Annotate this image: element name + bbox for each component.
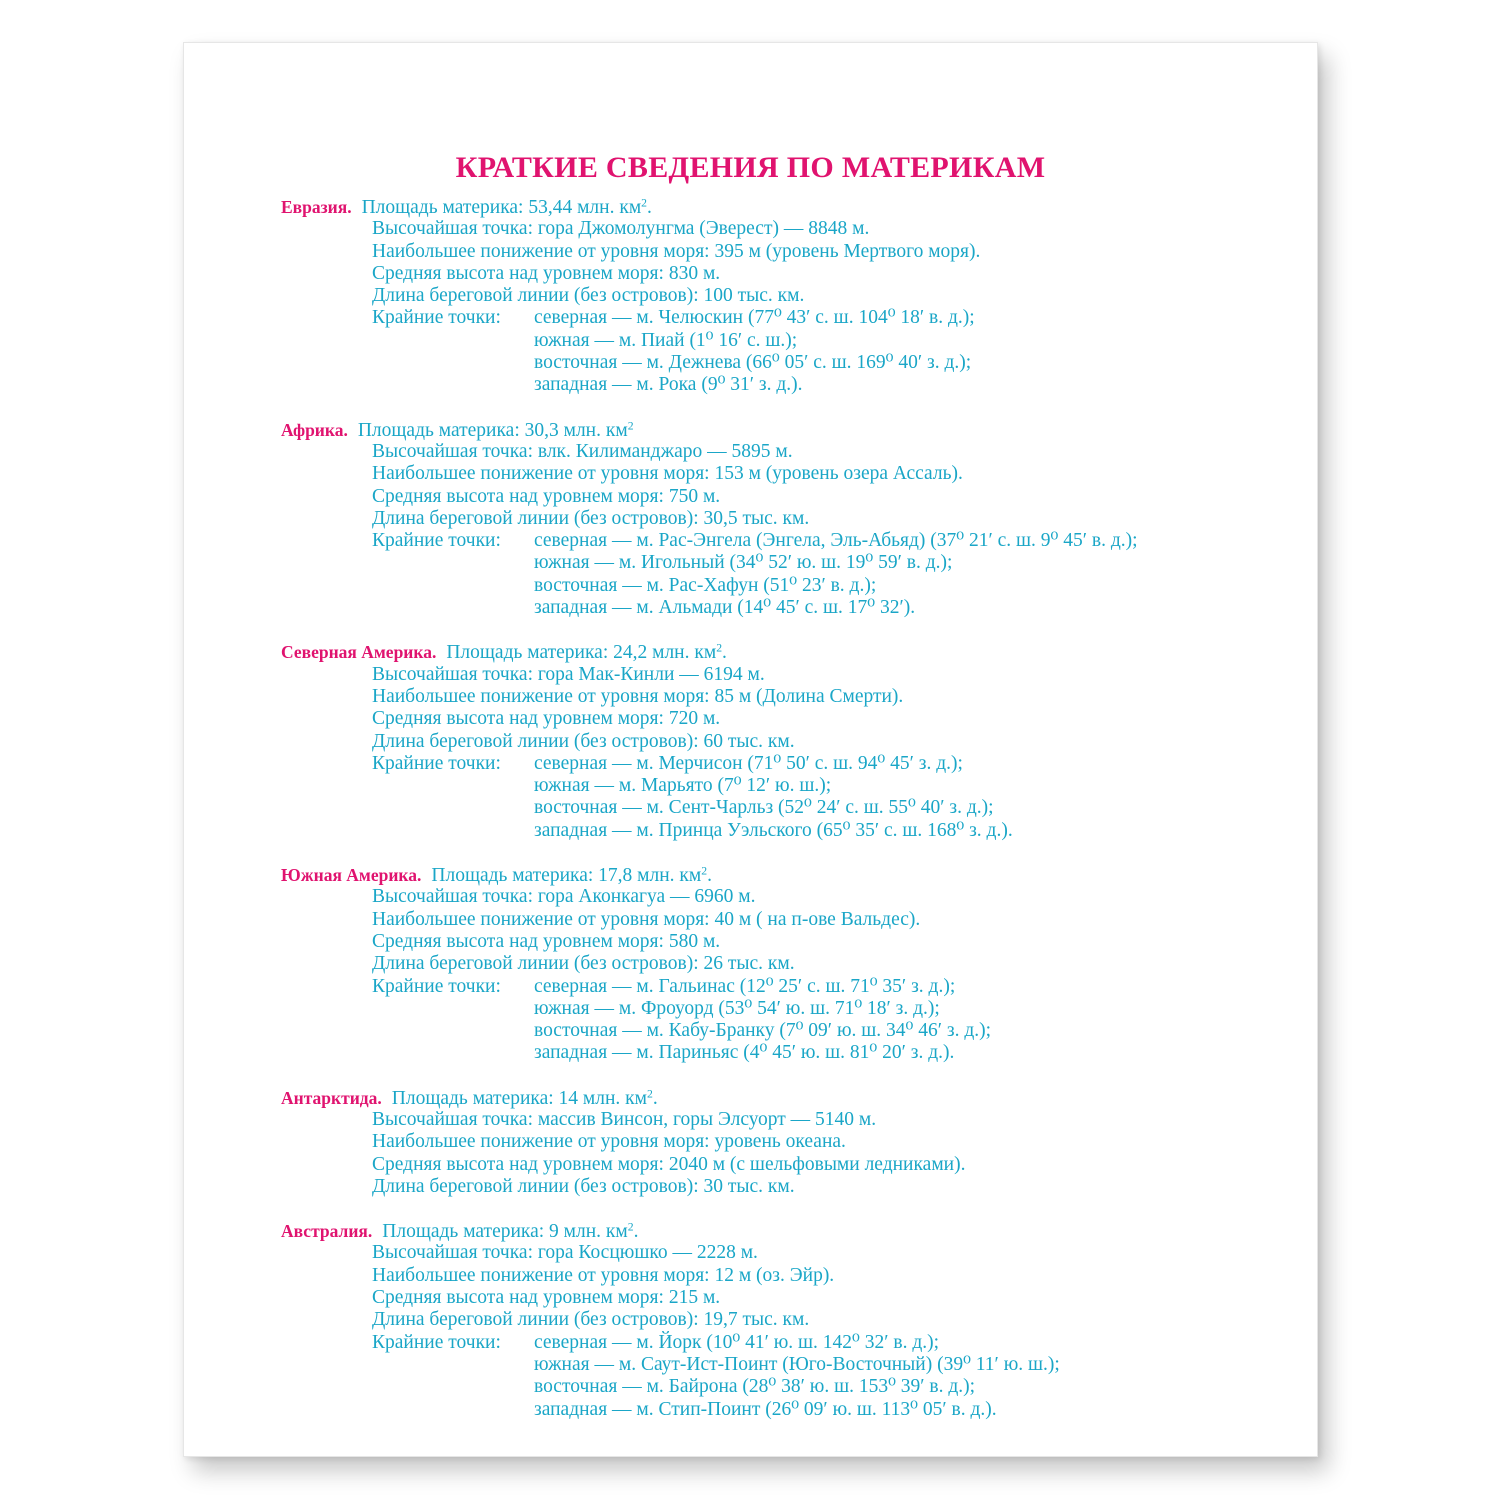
extreme-point-text: северная — м. Гальинас (12⁰ 25′ с. ш. 71⁰ 35′ з. д.); <box>534 975 956 997</box>
fact-line: Длина береговой линии (без островов): 30,5 тыс. км. <box>372 507 810 529</box>
fact-line: Длина береговой линии (без островов): 19,7 тыс. км. <box>372 1309 810 1331</box>
fact-line: Длина береговой линии (без островов): 100 тыс. км. <box>372 285 805 307</box>
continents-list <box>281 196 1291 1443</box>
fact-line: Наибольшее понижение от уровня моря: 395 м (уровень Мертвого моря). <box>372 240 981 262</box>
extreme-point-line: южная — м. Пиай (1⁰ 16′ с. ш.); <box>534 329 798 351</box>
fact-line: Высочайшая точка: гора Мак-Кинли — 6194 м. <box>372 663 765 685</box>
continent-header <box>281 1087 1291 1109</box>
area-text: Площадь материка: 24,2 млн. км <box>446 642 717 664</box>
extreme-point-text: северная — м. Рас-Энгела (Энгела, Эль-Абьяд) (37⁰ 21′ с. ш. 9⁰ 45′ в. д.); <box>534 530 1138 552</box>
continent-name: Африка. <box>281 419 348 440</box>
extreme-point-line: восточная — м. Кабу-Бранку (7⁰ 09′ ю. ш. 34⁰ 46′ з. д.); <box>534 1020 992 1042</box>
continent-header <box>281 864 1291 886</box>
area-superscript: 2 <box>646 1087 653 1101</box>
area-superscript: 2 <box>716 641 723 655</box>
extreme-point-line: южная — м. Игольный (34⁰ 52′ ю. ш. 19⁰ 59′ в. д.); <box>534 552 953 574</box>
area-text: Площадь материка: 17,8 млн. км <box>431 865 702 887</box>
extreme-point-line: западная — м. Рока (9⁰ 31′ з. д.). <box>534 374 803 396</box>
fact-line: Наибольшее понижение от уровня моря: 153 м (уровень озера Ассаль). <box>372 463 963 485</box>
area-text: Площадь материка: 30,3 млн. км <box>357 419 628 441</box>
extreme-point-line: западная — м. Альмади (14⁰ 45′ с. ш. 17⁰ 32′). <box>534 597 916 619</box>
continent-name: Антарктида. <box>281 1087 382 1108</box>
fact-line: Наибольшее понижение от уровня моря: 40 м ( на п-ове Вальдес). <box>372 908 921 930</box>
extreme-point-line: восточная — м. Рас-Хафун (51⁰ 23′ в. д.); <box>534 574 877 596</box>
extremes-label: Крайние точки: <box>372 307 501 329</box>
fact-line: Наибольшее понижение от уровня моря: 12 м (оз. Эйр). <box>372 1264 835 1286</box>
extremes-label: Крайние точки: <box>372 975 501 997</box>
area-text: Площадь материка: 14 млн. км <box>391 1087 647 1109</box>
fact-line: Наибольшее понижение от уровня моря: уровень океана. <box>372 1131 846 1153</box>
extreme-point-line: восточная — м. Байрона (28⁰ 38′ ю. ш. 153⁰ 39′ в. д.); <box>534 1376 976 1398</box>
continent-section <box>281 419 1291 620</box>
fact-line: Наибольшее понижение от уровня моря: 85 м (Долина Смерти). <box>372 685 904 707</box>
fact-line: Высочайшая точка: гора Косцюшко — 2228 м. <box>372 1242 758 1264</box>
extremes-label: Крайние точки: <box>372 530 501 552</box>
extremes-label: Крайние точки: <box>372 752 501 774</box>
extreme-point-line: западная — м. Стип-Поинт (26⁰ 09′ ю. ш. 113⁰ 05′ в. д.). <box>534 1398 997 1420</box>
continent-section <box>281 1087 1291 1198</box>
fact-line: Средняя высота над уровнем моря: 2040 м (с шельфовыми ледниками). <box>372 1153 966 1175</box>
area-end: . <box>707 865 712 887</box>
area-end: . <box>722 642 727 664</box>
continent-name: Евразия. <box>281 197 352 217</box>
extreme-point-line <box>281 976 1291 998</box>
area-superscript: 2 <box>627 419 634 433</box>
fact-line: Средняя высота над уровнем моря: 215 м. <box>372 1287 721 1309</box>
extreme-point-line: южная — м. Саут-Ист-Поинт (Юго-Восточный) (39⁰ 11′ ю. ш.); <box>534 1353 1060 1375</box>
extreme-point-line: западная — м. Принца Уэльского (65⁰ 35′ с. ш. 168⁰ з. д.). <box>534 819 1013 841</box>
fact-line: Средняя высота над уровнем моря: 750 м. <box>372 485 721 507</box>
area-text: Площадь материка: 9 млн. км <box>382 1221 628 1243</box>
area-end: . <box>652 1087 658 1109</box>
fact-line: Длина береговой линии (без островов): 26 тыс. км. <box>372 953 795 975</box>
extreme-point-line <box>281 1332 1291 1354</box>
continent-header <box>281 196 1291 218</box>
extreme-point-text: северная — м. Йорк (10⁰ 41′ ю. ш. 142⁰ 32′ в. д.); <box>534 1331 940 1353</box>
extreme-point-line: восточная — м. Сент-Чарльз (52⁰ 24′ с. ш. 55⁰ 40′ з. д.); <box>534 797 994 819</box>
extreme-point-line <box>281 307 1291 329</box>
extreme-point-line <box>281 530 1291 552</box>
fact-line: Средняя высота над уровнем моря: 580 м. <box>372 930 721 952</box>
extreme-point-text: северная — м. Челюскин (77⁰ 43′ с. ш. 104⁰ 18′ в. д.); <box>534 307 975 329</box>
fact-line: Высочайшая точка: массив Винсон, горы Элсуорт — 5140 м. <box>372 1108 877 1130</box>
continent-header <box>281 641 1291 663</box>
continent-section <box>281 1220 1291 1421</box>
extremes-label: Крайние точки: <box>372 1331 501 1353</box>
extreme-point-line <box>281 753 1291 775</box>
document-page <box>183 42 1318 1457</box>
continent-name: Австралия. <box>281 1221 373 1242</box>
continent-section <box>281 864 1291 1065</box>
continent-section <box>281 641 1291 842</box>
area-superscript: 2 <box>627 1220 634 1234</box>
fact-line: Высочайшая точка: гора Аконкагуа — 6960 м. <box>372 886 756 908</box>
extreme-point-line: южная — м. Марьято (7⁰ 12′ ю. ш.); <box>534 775 832 797</box>
extreme-point-text: северная — м. Мерчисон (71⁰ 50′ с. ш. 94⁰ 45′ з. д.); <box>534 752 963 774</box>
extreme-point-line: восточная — м. Дежнева (66⁰ 05′ с. ш. 169⁰ 40′ з. д.); <box>534 352 972 374</box>
fact-line: Высочайшая точка: гора Джомолунгма (Эверест) — 8848 м. <box>372 218 870 240</box>
extreme-point-line: западная — м. Париньяс (4⁰ 45′ ю. ш. 81⁰ 20′ з. д.). <box>534 1042 955 1064</box>
fact-line: Средняя высота над уровнем моря: 720 м. <box>372 708 721 730</box>
continent-name: Южная Америка. <box>281 865 422 886</box>
fact-line: Длина береговой линии (без островов): 30 тыс. км. <box>372 1175 795 1197</box>
fact-line: Длина береговой линии (без островов): 60 тыс. км. <box>372 730 795 752</box>
fact-line: Высочайшая точка: влк. Килиманджаро — 5895 м. <box>372 440 793 462</box>
area-text: Площадь материка: 53,44 млн. км <box>361 197 642 218</box>
area-superscript: 2 <box>641 196 648 210</box>
continent-section <box>281 196 1291 397</box>
extreme-point-line: южная — м. Фроуорд (53⁰ 54′ ю. ш. 71⁰ 18′ з. д.); <box>534 997 940 1019</box>
area-end: . <box>633 1221 639 1243</box>
area-end: . <box>647 197 652 218</box>
fact-line: Средняя высота над уровнем моря: 830 м. <box>372 262 721 284</box>
area-superscript: 2 <box>701 864 708 878</box>
continent-name: Северная Америка. <box>281 642 437 663</box>
page-title: КРАТКИЕ СВЕДЕНИЯ ПО МАТЕРИКАМ <box>455 151 1046 184</box>
continent-header <box>281 1220 1291 1242</box>
continent-header <box>281 419 1291 441</box>
